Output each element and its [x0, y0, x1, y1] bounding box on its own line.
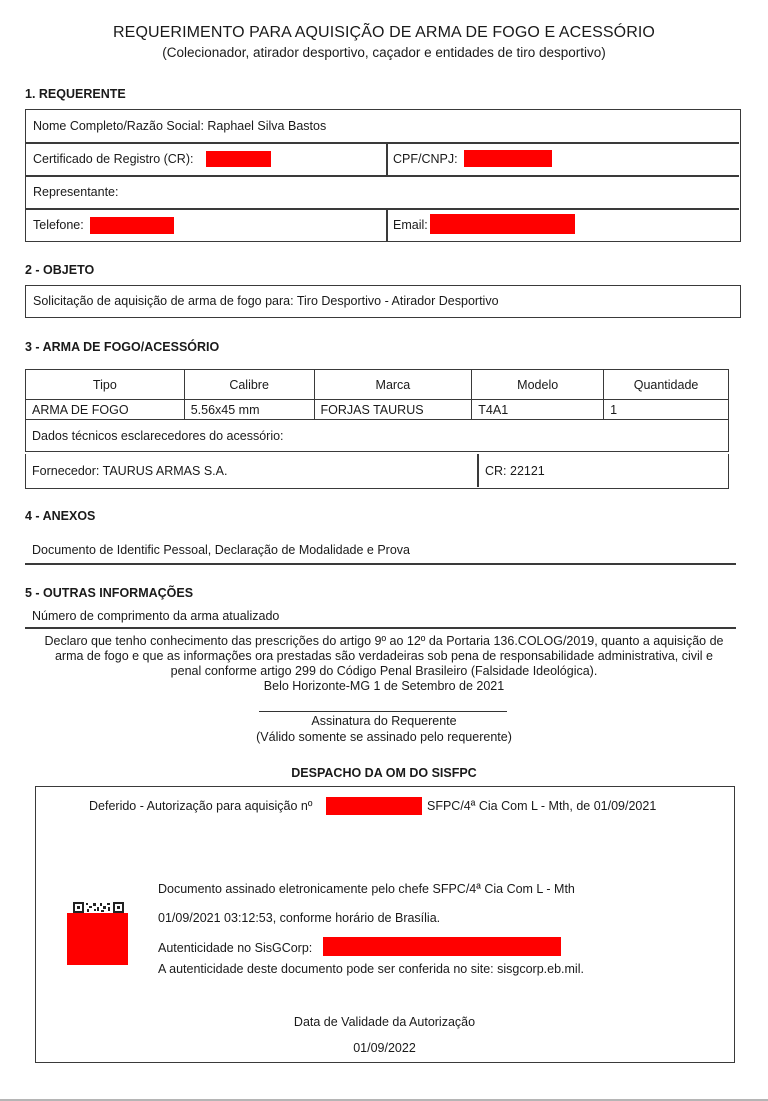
- auth-site: A autenticidade deste documento pode ser conferida no site: sisgcorp.eb.mil.: [158, 962, 584, 976]
- col-header-tipo: Tipo: [26, 370, 185, 400]
- section-arma-heading: 3 - ARMA DE FOGO/ACESSÓRIO: [25, 340, 220, 354]
- cell-calibre: 5.56x45 mm: [184, 400, 314, 420]
- signature-line: [259, 711, 507, 712]
- outras-text: Número de comprimento da arma atualizado: [32, 609, 280, 623]
- cpf-label: CPF/CNPJ:: [393, 152, 458, 166]
- redacted-auth-code: [323, 937, 561, 956]
- document-title: REQUERIMENTO PARA AQUISIÇÃO DE ARMA DE FOGO E ACESSÓRIO: [113, 24, 655, 41]
- signed-line-2: 01/09/2021 03:12:53, conforme horário de Brasília.: [158, 911, 441, 925]
- objeto-box: [25, 285, 741, 318]
- cr-label: Certificado de Registro (CR):: [33, 152, 194, 166]
- requerente-table: [25, 109, 741, 242]
- declaration: [25, 634, 743, 694]
- despacho-box: [35, 786, 735, 1063]
- validity-date: 01/09/2022: [353, 1041, 416, 1055]
- outras-underline: [25, 627, 736, 629]
- divider: [26, 175, 739, 177]
- validity-label: Data de Validade da Autorização: [293, 1015, 476, 1029]
- auth-label: Autenticidade no SisGCorp:: [158, 941, 313, 955]
- section-objeto-heading: 2 - OBJETO: [25, 263, 95, 277]
- dados-tecnicos: Dados técnicos esclarecedores do acessório:: [26, 420, 729, 452]
- signed-line-1: Documento assinado eletronicamente pelo chefe SFPC/4ª Cia Com L - Mth: [158, 882, 575, 896]
- divider: [386, 209, 388, 241]
- section-anexos-heading: 4 - ANEXOS: [25, 509, 96, 523]
- section-outras-heading: 5 - OUTRAS INFORMAÇÕES: [25, 586, 194, 600]
- cell-tipo: ARMA DE FOGO: [26, 400, 185, 420]
- despacho-heading: DESPACHO DA OM DO SISFPC: [291, 766, 477, 780]
- redacted-cr: [206, 151, 271, 167]
- fornecedor-text: Fornecedor: TAURUS ARMAS S.A.: [32, 464, 228, 478]
- cell-quantidade: 1: [604, 400, 729, 420]
- declaration-line-1: Declaro que tenho conhecimento das prescrições do artigo 9º ao 12º da Portaria 136.COLOG/2019, quanto a aquisição de: [44, 634, 724, 648]
- declaration-line-3: penal conforme artigo 299 do Código Penal Brasileiro (Falsidade Ideológica).: [170, 664, 598, 678]
- divider: [386, 143, 388, 176]
- representante-label: Representante:: [33, 185, 119, 199]
- objeto-text: Solicitação de aquisição de arma de fogo para: Tiro Desportivo - Atirador Desportivo: [33, 294, 499, 308]
- telefone-label: Telefone:: [33, 218, 84, 232]
- fornecedor-row: [25, 454, 729, 489]
- signature-note: (Válido somente se assinado pelo requerente): [256, 730, 512, 744]
- col-header-marca: Marca: [314, 370, 472, 400]
- signature-label: Assinatura do Requerente: [311, 714, 457, 728]
- declaration-line-2: arma de fogo e que as informações ora prestadas são verdadeiras sob pena de responsabilidade administrativa, civil e: [54, 649, 714, 663]
- redacted-qr-code: [67, 913, 128, 965]
- anexos-underline: [25, 563, 736, 565]
- cell-marca: FORJAS TAURUS: [314, 400, 472, 420]
- document-subtitle: (Colecionador, atirador desportivo, caçador e entidades de tiro desportivo): [162, 45, 606, 60]
- redacted-email: [430, 214, 575, 234]
- place-date: Belo Horizonte-MG 1 de Setembro de 2021: [263, 679, 505, 693]
- divider: [477, 454, 479, 487]
- table-row: [26, 400, 729, 420]
- divider: [26, 208, 739, 210]
- col-header-modelo: Modelo: [472, 370, 604, 400]
- email-label: Email:: [393, 218, 428, 232]
- col-header-quantidade: Quantidade: [604, 370, 729, 400]
- qr-code-icon: [73, 902, 124, 913]
- fornecedor-cr: CR: 22121: [485, 464, 545, 478]
- col-header-calibre: Calibre: [184, 370, 314, 400]
- nome-field: Nome Completo/Razão Social: Raphael Silva Bastos: [33, 119, 327, 133]
- divider: [26, 142, 739, 144]
- section-requerente-heading: 1. REQUERENTE: [25, 87, 126, 101]
- arma-table: [25, 369, 729, 452]
- redacted-autorizacao-number: [326, 797, 422, 815]
- cell-modelo: T4A1: [472, 400, 604, 420]
- deferido-suffix: SFPC/4ª Cia Com L - Mth, de 01/09/2021: [427, 799, 657, 813]
- redacted-telefone: [90, 217, 174, 234]
- deferido-prefix: Deferido - Autorização para aquisição nº: [89, 799, 313, 813]
- redacted-cpf: [464, 150, 552, 167]
- anexos-text: Documento de Identific Pessoal, Declaração de Modalidade e Prova: [32, 543, 410, 557]
